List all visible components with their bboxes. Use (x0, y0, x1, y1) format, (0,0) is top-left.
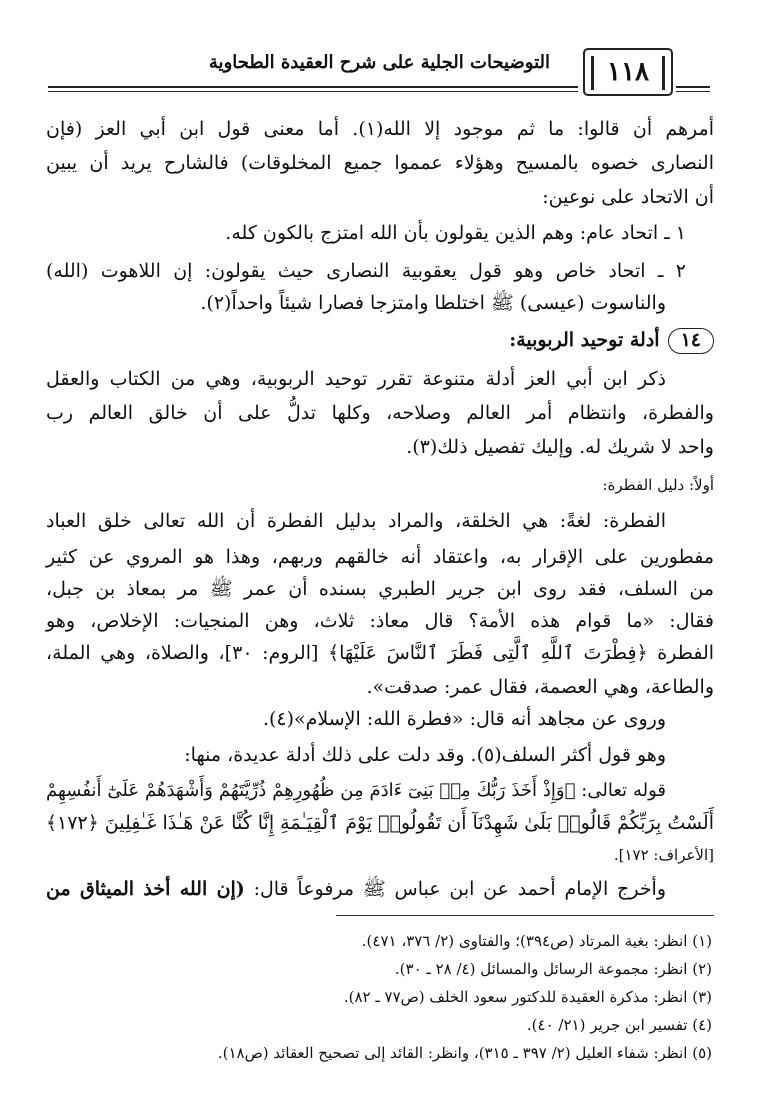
text-line: والطاعة، وهي العصمة، فقال عمر: صدقت». (366, 676, 714, 698)
footnote: (٤) تفسير ابن جرير (٢١/ ٤٠). (526, 1016, 712, 1034)
section-title: أدلة توحيد الربوبية: (509, 329, 660, 351)
list-item-continuation: والناسوت (عيسى) ﷺ اختلطا وامتزجا فصارا شيئاً واحداً(٢). (200, 292, 666, 314)
footnote: (٣) انظر: مذكرة العقيدة للدكتور سعود الخلف (ص٧٧ ـ ٨٢). (343, 988, 712, 1006)
quran-verse-line: أَلَسْتُ بِرَبِّكُمْ قَالُوا۟ بَلَىٰ شَهِدْنَآ أَن تَقُولُوا۟ يَوْمَ ٱلْقِيَـٰمَةِ إِنَّا كُنَّا عَنْ هَـٰذَا غَـٰفِلِينَ ﴿١٧٢﴾ (45, 812, 714, 834)
text-line: وهو قول أكثر السلف(٥). وقد دلت على ذلك أدلة عديدة، منها: (184, 744, 666, 766)
text-fragment: وأخرج الإمام أحمد عن ابن عباس ﷺ مرفوعاً قال: (253, 878, 666, 900)
section-number-badge: ١٤ (668, 328, 714, 354)
list-item: ٢ ـ اتحاد خاص وهو قول يعقوبية النصارى حيث يقولون: إن اللاهوت (الله) (46, 260, 686, 282)
text-line: الفطرة: لغةً: هي الخلقة، والمراد بدليل الفطرة أن الله تعالى خلق العباد (46, 510, 666, 532)
text-line: من السلف، فقد روى ابن جرير الطبري بسنده أن عمر ﷺ مر بمعاذ بن جبل، (46, 578, 714, 600)
text-line: مفطورين على الإقرار به، واعتقاد أنه خالقهم وربهم، وهذا هو المروي عن كثير (46, 546, 714, 568)
header-rule (48, 86, 578, 88)
text-line: واحد لا شريك له. وإليك تفصيل ذلك(٣). (406, 436, 714, 458)
text-line (46, 878, 666, 902)
footnote: (٥) انظر: شفاء العليل (٢/ ٣٩٧ ـ ٣١٥)، وانظر: القائد إلى تصحيح العقائد (ص١٨). (217, 1044, 712, 1062)
header-rule-tail-thin (676, 91, 710, 92)
list-item: ١ ـ اتحاد عام: وهم الذين يقولون بأن الله امتزج بالكون كله. (225, 222, 686, 244)
page-number-box (583, 48, 673, 96)
text-line: أن الاتحاد على نوعين: (542, 186, 714, 208)
subheading: أولاً: دليل الفطرة: (602, 476, 714, 494)
text-line: والفطرة، وانتظام أمر العالم وصلاحه، وكلها تدلُّ على أن خالق العالم رب (46, 402, 714, 424)
footnote-separator (336, 915, 714, 916)
header-rule-thin (48, 91, 578, 92)
section-heading (46, 328, 714, 354)
text-line: الفطرة ﴿فِطْرَتَ ٱللَّهِ ٱلَّتِى فَطَرَ ٱلنَّاسَ عَلَيْهَا﴾ [الروم: ٣٠]، والصلاة، وهي الملة، (46, 642, 715, 664)
text-line: وروى عن مجاهد أنه قال: «فطرة الله: الإسلام»(٤). (262, 708, 666, 730)
footnote: (١) انظر: بغية المرتاد (ص٣٩٤)؛ والفتاوى (٢/ ٣٧٦، ٤٧١). (361, 932, 712, 950)
text-line: أمرهم أن قالوا: ما ثم موجود إلا الله(١). أما معنى قول ابن أبي العز (فإن (46, 118, 714, 140)
verse-reference: [الأعراف: ١٧٢]. (613, 846, 714, 864)
running-header-title: التوضيحات الجلية على شرح العقيدة الطحاوية (208, 52, 550, 73)
quran-verse-line: قوله تعالى: ﴿وَإِذْ أَخَذَ رَبُّكَ مِنۢ بَنِىٓ ءَادَمَ مِن ظُهُورِهِمْ ذُرِّيَّتَهُمْ وَأَشْهَدَهُمْ عَلَىٰٓ أَنفُسِهِمْ (46, 780, 666, 801)
text-line: فقال: «ما قوام هذه الأمة؟ قال معاذ: ثلاث، وهن المنجيات: الإخلاص، وهو (46, 610, 714, 632)
footnote: (٢) انظر: مجموعة الرسائل والمسائل (٤/ ٢٨ ـ ٣٠). (394, 960, 712, 978)
hadith-start-bold: (إن الله أخذ الميثاق من (46, 878, 245, 900)
text-line: النصارى خصوه بالمسيح وهؤلاء عمموا جميع المخلوقات) فالشارح يريد أن يبين (46, 152, 714, 174)
text-line: ذكر ابن أبي العز أدلة متنوعة تقرر توحيد الربوبية، وهي من الكتاب والعقل (46, 368, 666, 390)
page-number: ١١٨ (607, 57, 649, 87)
header-rule-tail (676, 86, 710, 88)
